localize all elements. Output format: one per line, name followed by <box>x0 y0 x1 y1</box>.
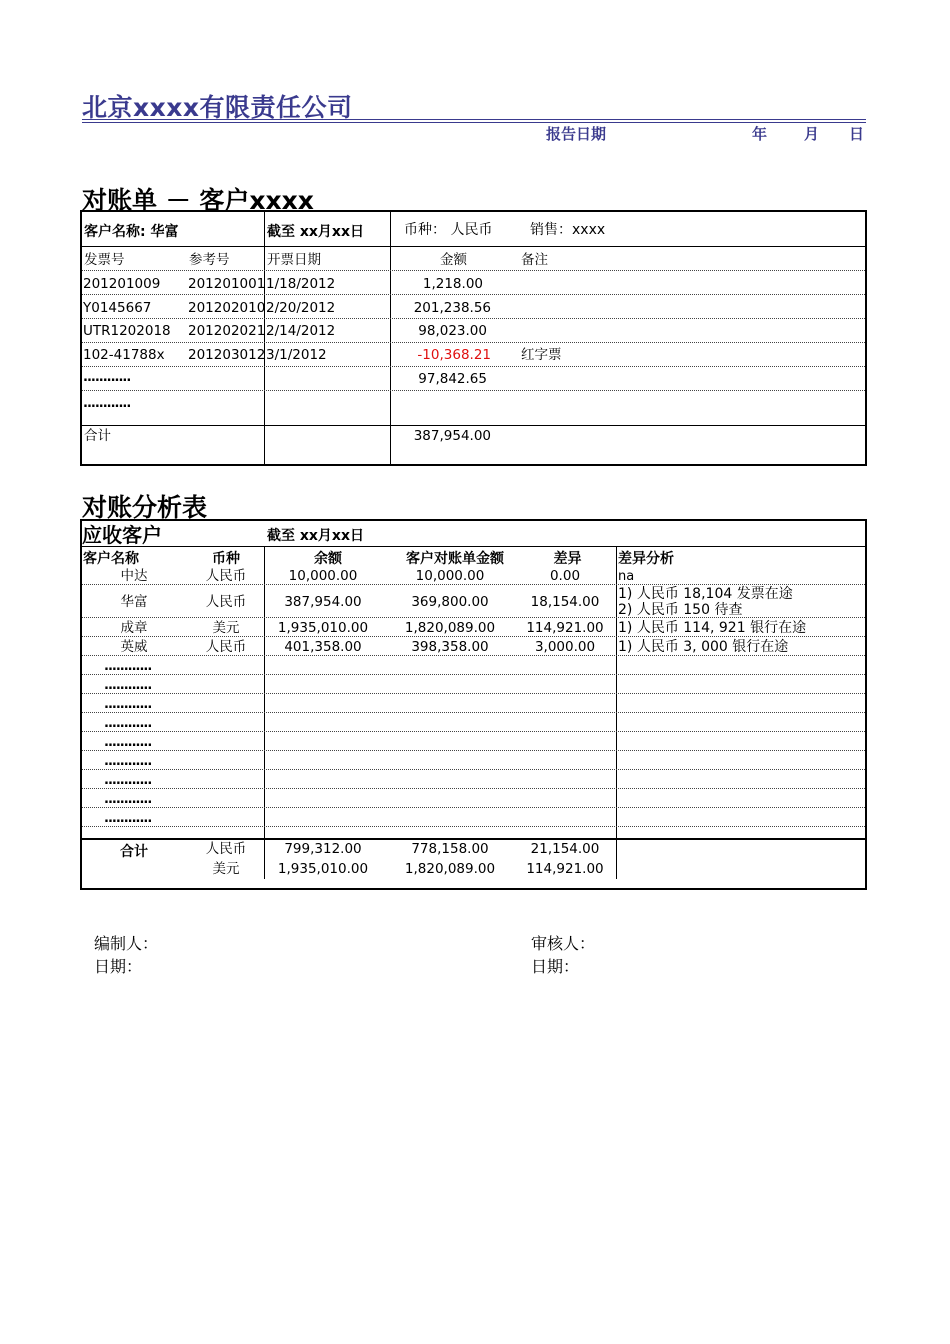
table-row-ref: 201201001 <box>188 276 266 292</box>
row-line <box>82 693 865 694</box>
divider <box>80 425 867 426</box>
reviewer-label: 审核人： <box>531 934 596 953</box>
table-row-balance: 1,935,010.00 <box>277 620 369 636</box>
col-invoice: 发票号 <box>84 252 125 268</box>
statement-title: 对账单 － 客户xxxx <box>82 186 314 215</box>
day-label: 日 <box>849 125 865 143</box>
company-name: 北京xxxx有限责任公司 <box>82 93 353 122</box>
preparer-date-label: 日期： <box>94 957 143 976</box>
row-line <box>82 807 865 808</box>
analysis-cutoff: 截至 xx月xx日 <box>267 528 364 544</box>
table-row-date: 2/20/2012 <box>266 300 336 316</box>
preparer-label: 编制人： <box>94 934 159 953</box>
col-date: 开票日期 <box>267 252 321 268</box>
table-row-difference: 3,000.00 <box>534 639 596 655</box>
col-statement-amount: 客户对账单金额 <box>406 551 504 567</box>
table-row-date: 2/14/2012 <box>266 323 336 339</box>
table-row-ref: 201203012 <box>188 347 266 363</box>
table-row-amount: 201,238.56 <box>413 300 491 316</box>
table-row-ref: 201202021 <box>188 323 266 339</box>
row-line <box>82 712 865 713</box>
total-difference: 114,921.00 <box>526 861 604 877</box>
table-row-ellipsis: ............ <box>104 659 152 674</box>
table-row-analysis: na <box>618 569 635 584</box>
row-line <box>82 750 865 751</box>
row-line <box>82 655 865 656</box>
table-row-ellipsis: ............ <box>104 735 152 750</box>
col-note: 备注 <box>521 252 548 268</box>
table-row-amount: 1,218.00 <box>422 276 483 292</box>
statement-sales: 销售：xxxx <box>530 222 606 238</box>
table-row-analysis: 2) 人民币 150 待查 <box>618 602 743 618</box>
table-row-statement: 1,820,089.00 <box>404 620 496 636</box>
row-line <box>82 318 865 319</box>
table-row-ellipsis: ............ <box>104 716 152 731</box>
table-row-difference: 0.00 <box>549 568 581 584</box>
table-row-analysis: 1) 人民币 3, 000 银行在途 <box>618 639 789 655</box>
table-row-analysis: 1) 人民币 114, 921 银行在途 <box>618 620 807 636</box>
row-line <box>82 294 865 295</box>
table-row-currency: 美元 <box>212 620 240 636</box>
row-line <box>82 826 865 827</box>
table-row-invoice: 201201009 <box>83 276 161 292</box>
row-line <box>82 788 865 789</box>
divider <box>80 246 867 247</box>
total-balance: 1,935,010.00 <box>277 861 369 877</box>
statement-total-label: 合计 <box>84 428 111 444</box>
table-row-ellipsis: ............ <box>104 678 152 693</box>
row-line <box>82 366 865 367</box>
customer-name: 客户名称: 华富 <box>84 224 179 240</box>
table-row-difference: 18,154.00 <box>530 594 600 610</box>
table-row-ellipsis: ............ <box>104 754 152 769</box>
table-row-currency: 人民币 <box>205 594 247 610</box>
table-row-analysis: 1) 人民币 18,104 发票在途 <box>618 586 793 602</box>
table-row-amount-negative: -10,368.21 <box>417 347 491 363</box>
total-statement: 1,820,089.00 <box>404 861 496 877</box>
table-row-customer: 中达 <box>120 568 148 584</box>
table-row-balance: 10,000.00 <box>288 568 358 584</box>
table-row-note: 红字票 <box>521 347 562 363</box>
year-label: 年 <box>752 125 768 143</box>
col-difference: 差异 <box>553 551 582 567</box>
table-row-amount: 98,023.00 <box>418 323 487 339</box>
table-row-balance: 387,954.00 <box>284 594 362 610</box>
table-row-amount: 97,842.65 <box>418 371 487 387</box>
total-difference: 21,154.00 <box>530 841 600 857</box>
table-row-ellipsis: ............ <box>83 396 131 411</box>
table-row-ellipsis: ............ <box>83 370 131 385</box>
col-ref: 参考号 <box>189 252 230 268</box>
table-row-statement: 369,800.00 <box>411 594 489 610</box>
col-balance: 余额 <box>314 551 342 567</box>
table-row-ellipsis: ............ <box>104 792 152 807</box>
header-rule <box>82 122 866 123</box>
table-row-customer: 成章 <box>120 620 148 636</box>
table-row-date: 3/1/2012 <box>266 347 327 363</box>
total-currency: 美元 <box>212 861 240 877</box>
col-customer-name: 客户名称 <box>83 551 139 567</box>
table-row-currency: 人民币 <box>205 639 247 655</box>
col-difference-analysis: 差异分析 <box>618 551 674 567</box>
divider <box>390 210 391 466</box>
table-row-date: 1/18/2012 <box>266 276 336 292</box>
report-date-label: 报告日期 <box>546 125 607 143</box>
table-row-invoice: UTR1202018 <box>83 323 171 339</box>
divider <box>80 546 867 547</box>
table-row-difference: 114,921.00 <box>526 620 604 636</box>
total-balance: 799,312.00 <box>284 841 362 857</box>
table-row-statement: 10,000.00 <box>415 568 485 584</box>
statement-total-amount: 387,954.00 <box>413 428 491 444</box>
analysis-title: 对账分析表 <box>82 493 208 522</box>
table-row-ellipsis: ............ <box>104 773 152 788</box>
col-amount: 金额 <box>440 252 467 268</box>
analysis-total-label: 合计 <box>120 844 148 860</box>
table-row-balance: 401,358.00 <box>284 639 362 655</box>
table-row-statement: 398,358.00 <box>411 639 489 655</box>
month-label: 月 <box>804 125 820 143</box>
statement-cutoff: 截至 xx月xx日 <box>267 224 364 240</box>
table-row-currency: 人民币 <box>205 568 247 584</box>
row-line <box>82 731 865 732</box>
row-line <box>82 270 865 271</box>
row-line <box>82 636 865 637</box>
statement-currency: 币种： 人民币 <box>404 222 493 238</box>
receivable-customers-label: 应收客户 <box>82 523 162 547</box>
row-line <box>82 584 865 585</box>
table-row-customer: 华富 <box>120 594 148 610</box>
col-currency: 币种 <box>212 551 240 567</box>
table-row-invoice: 102-41788x <box>83 347 165 363</box>
table-row-customer: 英威 <box>120 639 148 655</box>
table-row-ellipsis: ............ <box>104 697 152 712</box>
row-line <box>82 769 865 770</box>
table-row-invoice: Y0145667 <box>83 300 152 316</box>
row-line <box>82 390 865 391</box>
total-currency: 人民币 <box>205 841 247 857</box>
row-line <box>82 674 865 675</box>
total-statement: 778,158.00 <box>411 841 489 857</box>
header-rule <box>82 119 866 120</box>
table-row-ref: 201202010 <box>188 300 266 316</box>
reviewer-date-label: 日期： <box>531 957 580 976</box>
divider <box>80 838 867 840</box>
row-line <box>82 617 865 618</box>
table-row-ellipsis: ............ <box>104 811 152 826</box>
row-line <box>82 342 865 343</box>
